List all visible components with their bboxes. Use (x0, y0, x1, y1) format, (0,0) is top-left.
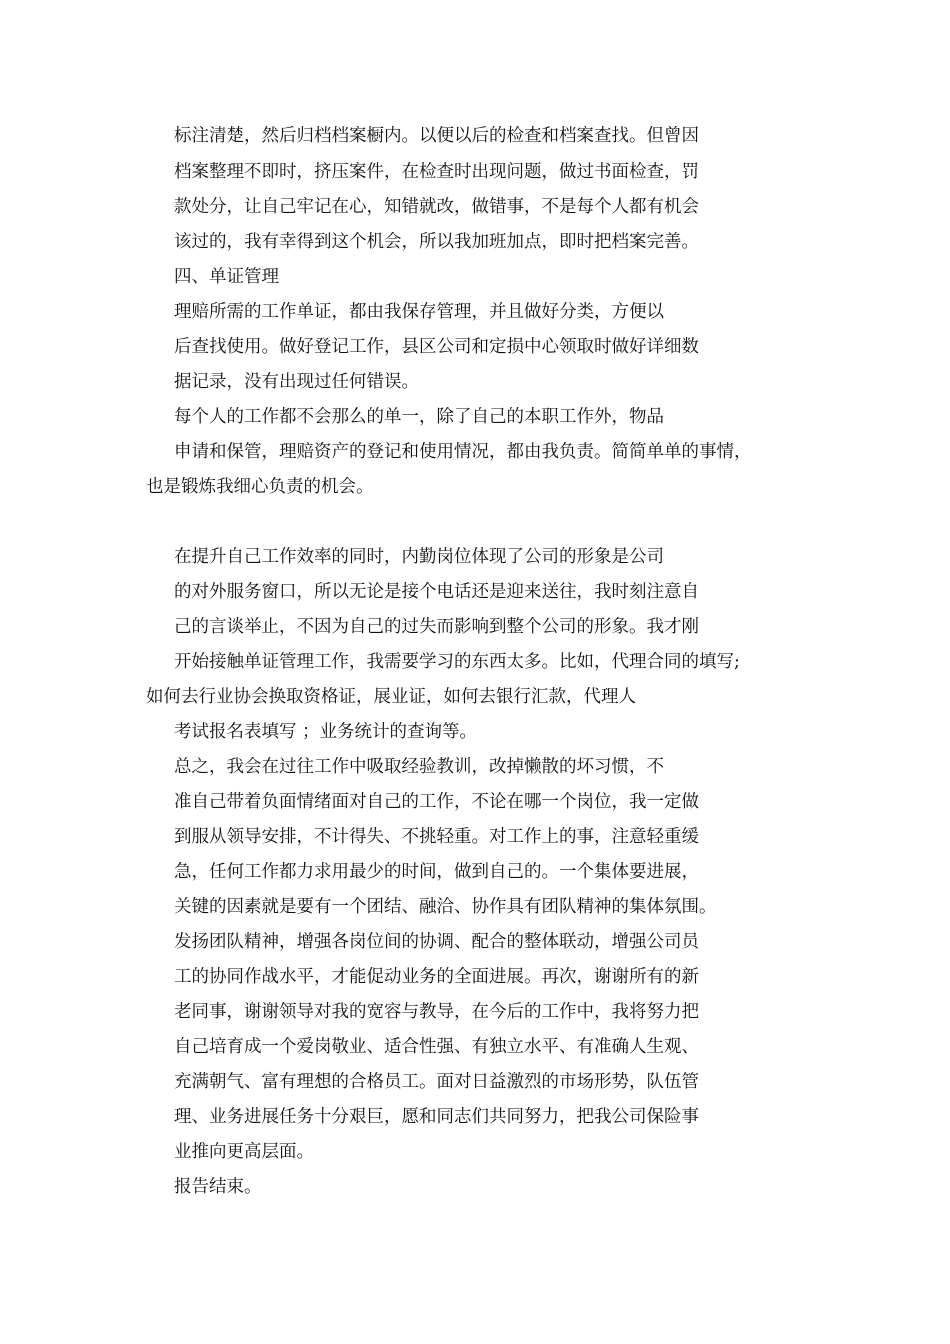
body-line: 业推向更高层面。 (174, 1142, 314, 1162)
body-line: 也是锻炼我细心负责的机会。 (146, 477, 374, 497)
body-line: 理赔所需的工作单证，都由我保存管理，并且做好分类，方便以 (174, 302, 664, 322)
body-line: 档案整理不即时，挤压案件，在检查时出现问题，做过书面检查，罚 (174, 162, 699, 182)
body-line: 急，任何工作都力求用最少的时间，做到自己的。一个集体要进展， (174, 862, 699, 882)
body-line: 后查找使用。做好登记工作，县区公司和定损中心领取时做好详细数 (174, 337, 699, 357)
body-line: 申请和保管，理赔资产的登记和使用情况，都由我负责。简简单单的事情， (174, 442, 752, 462)
body-line: 理、业务进展任务十分艰巨，愿和同志们共同努力，把我公司保险事 (174, 1107, 699, 1127)
body-line: 标注清楚，然后归档档案橱内。以便以后的检查和档案查找。但曾因 (174, 126, 699, 146)
body-line: 准自己带着负面情绪面对自己的工作，不论在哪一个岗位，我一定做 (174, 792, 699, 812)
body-line: 到服从领导安排，不计得失、不挑轻重。对工作上的事，注意轻重缓 (174, 827, 699, 847)
body-line: 开始接触单证管理工作，我需要学习的东西太多。比如，代理合同的填写; (174, 652, 740, 672)
body-line: 的对外服务窗口，所以无论是接个电话还是迎来送往，我时刻注意自 (174, 582, 699, 602)
body-line: 该过的，我有幸得到这个机会，所以我加班加点，即时把档案完善。 (174, 232, 699, 252)
body-line: 总之，我会在过往工作中吸取经验教训，改掉懒散的坏习惯，不 (174, 757, 664, 777)
body-line: 自己培育成一个爱岗敬业、适合性强、有独立水平、有准确人生观、 (174, 1037, 699, 1057)
body-line: 据记录，没有出现过任何错误。 (174, 372, 419, 392)
body-line: 考试报名表填写 ；业务统计的查询等。 (174, 722, 478, 742)
body-line: 老同事，谢谢领导对我的宽容与教导，在今后的工作中，我将努力把 (174, 1002, 699, 1022)
body-line: 每个人的工作都不会那么的单一，除了自己的本职工作外，物品 (174, 407, 664, 427)
closing-line: 报告结束。 (174, 1177, 262, 1197)
body-line: 充满朝气、富有理想的合格员工。面对日益激烈的市场形势，队伍管 (174, 1072, 699, 1092)
body-line: 己的言谈举止，不因为自己的过失而影响到整个公司的形象。我才刚 (174, 617, 699, 637)
body-line: 如何去行业协会换取资格证，展业证，如何去银行汇款，代理人 (146, 687, 636, 707)
body-line: 在提升自己工作效率的同时，内勤岗位体现了公司的形象是公司 (174, 547, 664, 567)
body-line: 款处分，让自己牢记在心，知错就改，做错事，不是每个人都有机会 (174, 197, 699, 217)
section-heading: 四、单证管理 (174, 267, 279, 287)
body-line: 发扬团队精神，增强各岗位间的协调、配合的整体联动，增强公司员 (174, 932, 699, 952)
body-line: 关键的因素就是要有一个团结、融洽、协作具有团队精神的集体氛围。 (174, 897, 717, 917)
body-line: 工的协同作战水平，才能促动业务的全面进展。再次，谢谢所有的新 (174, 967, 699, 987)
